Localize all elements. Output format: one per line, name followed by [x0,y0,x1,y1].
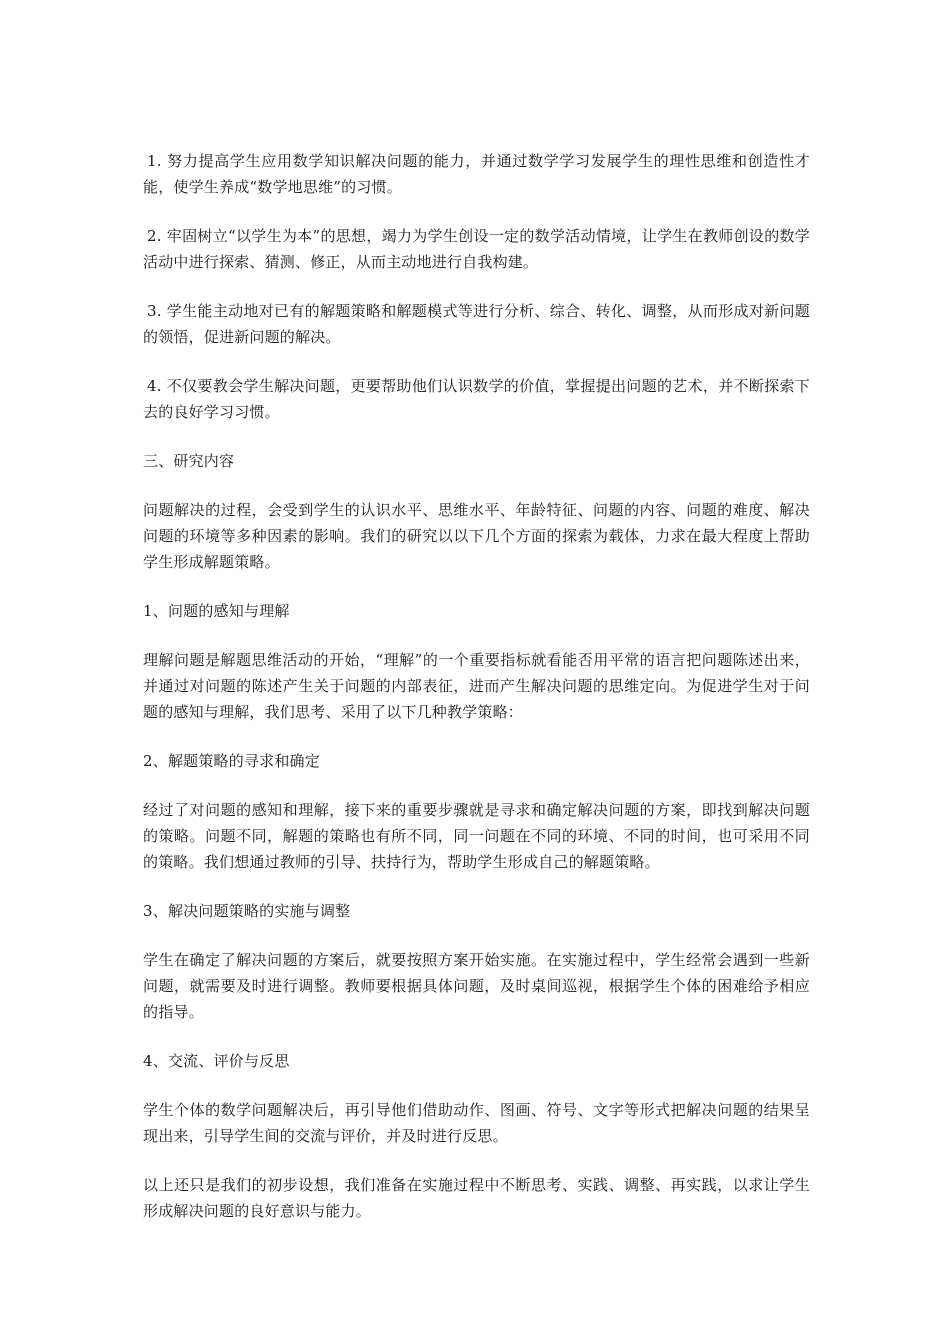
goal-paragraph-1: 1. 努力提高学生应用数学知识解决问题的能力，并通过数学学习发展学生的理性思维和创造性才能，使学生养成“数学地思维”的习惯。 [143,152,810,196]
subsection-body-3: 学生在确定了解决问题的方案后，就要按照方案开始实施。在实施过程中，学生经常会遇到一些新问题，就需要及时进行调整。教师要根据具体问题，及时桌间巡视，根据学生个体的困难给予相应的指导。 [143,951,810,1021]
subsection-body-1: 理解问题是解题思维活动的开始，“理解”的一个重要指标就看能否用平常的语言把问题陈述出来，并通过对问题的陈述产生关于问题的内部表征，进而产生解决问题的思维定向。为促进学生对于问题的感知与理解，我们思考、采用了以下几种教学策略： [143,651,810,721]
subsection-body-4: 学生个体的数学问题解决后，再引导他们借助动作、图画、符号、文字等形式把解决问题的结果呈现出来，引导学生间的交流与评价，并及时进行反思。 [143,1101,810,1145]
subsection-body-2: 经过了对问题的感知和理解，接下来的重要步骤就是寻求和确定解决问题的方案，即找到解决问题的策略。问题不同，解题的策略也有所不同，同一问题在不同的环境、不同的时间，也可采用不同的策略。我们想通过教师的引导、扶持行为，帮助学生形成自己的解题策略。 [143,801,810,871]
subsection-title-2: 2、解题策略的寻求和确定 [143,752,320,770]
section-title: 三、研究内容 [143,452,235,470]
subsection-title-3: 3、解决问题策略的实施与调整 [143,902,351,920]
goal-paragraph-3: 3. 学生能主动地对已有的解题策略和解题模式等进行分析、综合、转化、调整，从而形成对新问题的领悟，促进新问题的解决。 [143,302,810,346]
goal-paragraph-2: 2. 牢固树立“以学生为本”的思想，竭力为学生创设一定的数学活动情境，让学生在教师创设的数学活动中进行探索、猜测、修正，从而主动地进行自我构建。 [143,227,810,271]
subsection-title-1: 1、问题的感知与理解 [143,602,290,620]
intro-paragraph: 问题解决的过程，会受到学生的认识水平、思维水平、年龄特征、问题的内容、问题的难度、解决问题的环境等多种因素的影响。我们的研究以以下几个方面的探索为载体，力求在最大程度上帮助学生形成解题策略。 [143,501,810,571]
document-page [143,148,810,1247]
goal-paragraph-4: 4. 不仅要教会学生解决问题，更要帮助他们认识数学的价值，掌握提出问题的艺术，并不断探索下去的良好学习习惯。 [143,377,810,421]
subsection-title-4: 4、交流、评价与反思 [143,1052,290,1070]
conclusion-paragraph: 以上还只是我们的初步设想，我们准备在实施过程中不断思考、实践、调整、再实践，以求让学生形成解决问题的良好意识与能力。 [143,1176,810,1220]
